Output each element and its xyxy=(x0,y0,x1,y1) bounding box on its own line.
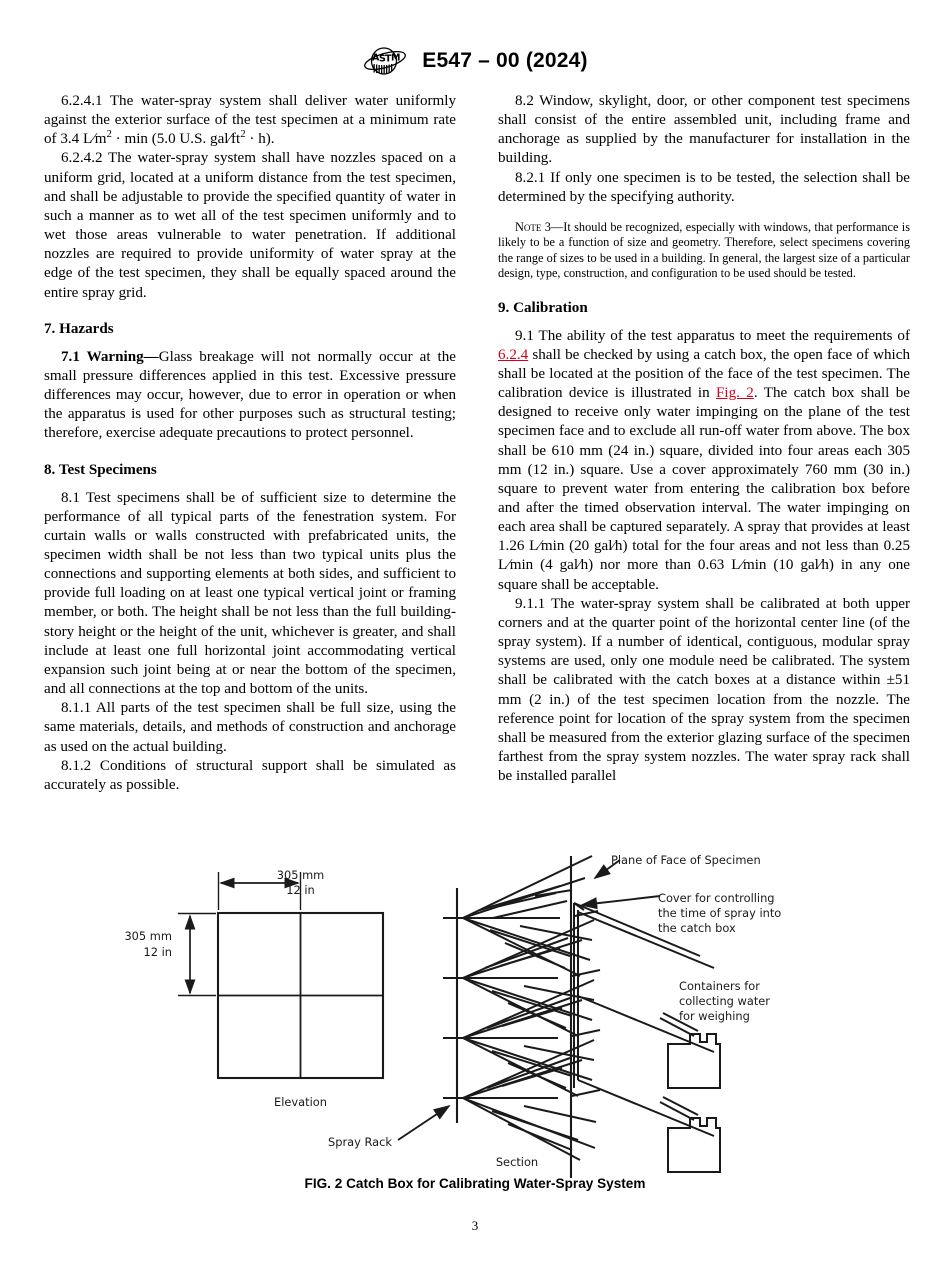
cross-reference-fig-2[interactable]: Fig. 2 xyxy=(716,385,754,402)
paragraph-8-1-1: 8.1.1 All parts of the test specimen shall be full size, using the same materials, details, and methods of construction and anchorage as used on the actual building. xyxy=(44,700,456,755)
paragraph-7-1 xyxy=(44,348,456,444)
page-header xyxy=(0,44,950,78)
note-label: Note xyxy=(515,219,542,234)
svg-text:M: M xyxy=(391,52,401,64)
figure-2 xyxy=(0,848,950,1208)
cross-reference-6-2-4[interactable]: 6.2.4 xyxy=(498,346,529,363)
page-number: 3 xyxy=(471,1218,479,1233)
figure-caption: FIG. 2 Catch Box for Calibrating Water-Spray System xyxy=(304,1176,646,1191)
svg-text:A: A xyxy=(372,52,380,64)
paragraph-8-2: 8.2 Window, skylight, door, or other component test specimens shall consist of the entire assembled unit, including frame and anchorage as supplied by the manufacturer for installation in the building. xyxy=(498,93,910,167)
paragraph-6-2-4-1 xyxy=(44,92,456,149)
warning-label: 7.1 Warning— xyxy=(61,348,159,365)
text-columns xyxy=(44,92,910,795)
left-column xyxy=(44,92,456,795)
label-containers-line-1: Containers for xyxy=(679,979,760,993)
paragraph-9-1 xyxy=(498,327,910,595)
superscript: 2 xyxy=(240,128,246,141)
figure-labels xyxy=(124,853,781,1169)
paragraph-8-1-2: 8.1.2 Conditions of structural support shall be simulated as accurately as possible. xyxy=(44,757,456,793)
document-title: E547 – 00 (2024) xyxy=(422,49,588,72)
svg-text:T: T xyxy=(385,53,392,65)
para-text: · min (5.0 U.S. gal∕ft xyxy=(111,131,241,148)
paragraph-8-2-1: 8.2.1 If only one specimen is to be tested, the selection shall be determined by the specifying authority. xyxy=(498,169,910,205)
svg-text:S: S xyxy=(379,53,387,65)
para-text: shall be checked by using a catch box, the open face of which shall be located at the position of the face of the test specimen. The calibration device is illustrated in xyxy=(498,346,910,402)
note-text: 3—It should be recognized, especially with windows, that performance is likely to be a function of size and geometry. Therefore, select specimens covering the range of sizes to be used in a building. In general, the largest size of a particular design, type, construction, and configuration to be used should be tested. xyxy=(498,219,910,281)
section-heading-8: 8. Test Specimens xyxy=(44,461,157,478)
para-text: . The catch box shall be designed to receive only water impinging on the plane of the test specimen face and to exclude all run-off water from above. The box shall be 610 mm (24 in.) square, divided into four areas each 305 mm (12 in.) square. Use a cover approximately 760 mm (30 in.) square to prevent water from entering the calibration box before and after the timed observation interval. The water impinging on each area shall be captured separately. A spray that provides at least 1.26 L∕min (20 gal∕h) total for the four areas and not less than 0.25 L∕min (4 gal∕h) nor more than 0.63 L∕min (10 gal∕h) in any one square shall be acceptable. xyxy=(498,385,910,593)
dim-top-mm: 305 mm xyxy=(276,868,325,882)
para-text: 9.1 The ability of the test apparatus to meet the requirements of xyxy=(515,327,910,344)
paragraph-8-1: 8.1 Test specimens shall be of sufficient size to determine the performance of all typical parts of the fenestration system. For curtain walls or walls constructed with prefabricated units, the specimen width shall be not less than two typical units plus the connections and supporting elements at both sides, and sufficient to provide full loading on at least one typical vertical joint or framing member, or both. The height shall be not less than the full building-story height or the height of the unit, whichever is greater, and shall include at least one full horizontal joint accommodating vertical expansion such joint being at or near the bottom of the specimen, and all connections at the top and bottom of the units. xyxy=(44,489,456,698)
label-plane-of-face: Plane of Face of Specimen xyxy=(611,853,761,867)
note-3 xyxy=(498,220,910,282)
right-column xyxy=(498,92,910,795)
dim-top-in: 12 in xyxy=(286,883,315,897)
astm-logo-icon xyxy=(362,44,408,78)
para-text: Glass breakage will not normally occur at the small pressure differences applied in this test. Excessive pressure differences may occur, however, due to error in operation or when the apparatus is used for other purposes such as structural testing; therefore, exercise adequate precautions to protect personnel. xyxy=(44,348,456,442)
label-containers-line-2: collecting water xyxy=(679,994,770,1008)
para-text: 6.2.4.1 The water-spray system shall deliver water uniformly against the exterior surface of the test specimen at a minimum rate of 3.4 L∕m xyxy=(44,93,456,148)
spray-rack xyxy=(443,856,600,1160)
elevation-view xyxy=(178,872,383,1078)
leader-spray-rack xyxy=(398,1106,449,1140)
dim-left-mm: 305 mm xyxy=(124,929,172,943)
label-containers-line-3: for weighing xyxy=(679,1009,750,1023)
leader-cover xyxy=(582,896,660,905)
paragraph-6-2-4-2: 6.2.4.2 The water-spray system shall have nozzles spaced on a uniform grid, located at a uniform distance from the test specimen, and shall be adjustable to provide the specified quantity of water in such a manner as to wet all of the test specimen uniformly and to wet those areas vulnerable to water penetration. If additional nozzles are required to provide uniformity of water spray at the edge of the test specimen, they shall be equally spaced around the entire spray grid. xyxy=(44,150,456,301)
label-cover-line-2: the time of spray into xyxy=(658,906,782,920)
section-heading-7: 7. Hazards xyxy=(44,320,114,337)
para-text: · h). xyxy=(245,131,275,148)
dim-left-in: 12 in xyxy=(143,945,172,959)
figure-2-drawing xyxy=(0,848,950,1208)
label-spray-rack: Spray Rack xyxy=(328,1135,392,1149)
label-cover-line-1: Cover for controlling xyxy=(658,891,775,905)
paragraph-9-1-1: 9.1.1 The water-spray system shall be calibrated at both upper corners and at the quarter point of the horizontal center line (of the spray system). If a number of identical, contiguous, modular spray systems are used, only one module need be calibrated. The system shall be calibrated with the catch boxes at a distance within ±51 mm (2 in.) of the test specimen location from the nozzle. The reference point for location of the spray system from the specimen shall be measured from the exterior glazing surface of the specimen farthest from the spray system nozzles. The water spray rack shall be installed parallel xyxy=(498,595,910,785)
label-elevation: Elevation xyxy=(274,1095,327,1109)
section-heading-9: 9. Calibration xyxy=(498,299,588,316)
label-section: Section xyxy=(495,1155,539,1169)
label-cover-line-3: the catch box xyxy=(658,921,736,935)
superscript: 2 xyxy=(106,128,112,141)
